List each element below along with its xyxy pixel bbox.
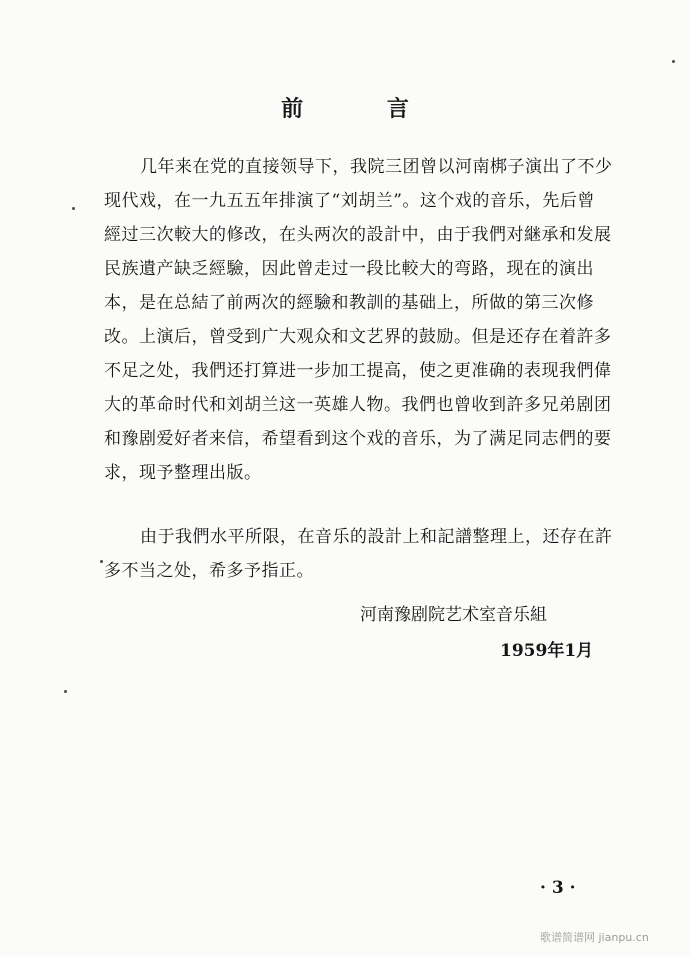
scan-speck — [72, 207, 75, 210]
text-line: 求，现予整理出版。 — [104, 463, 262, 483]
text-line: 經过三次較大的修改，在头两次的設計中，由于我們对継承和发展 — [104, 225, 612, 245]
date: 1959年1月 — [500, 641, 594, 661]
text-line: 多不当之处，希多予指正。 — [104, 561, 314, 581]
scan-speck — [64, 690, 67, 693]
page-title: 前 言 — [281, 96, 447, 122]
signature: 河南豫剧院艺术室音乐組 — [360, 605, 547, 625]
watermark: 歌谱简谱网 jianpu.cn — [540, 931, 649, 944]
text-line: 和豫剧爱好者来信，希望看到这个戏的音乐，为了满足同志們的要 — [104, 429, 612, 449]
text-line: 民族遺产缺乏經驗，因此曾走过一段比較大的弯路，现在的演出 — [104, 259, 594, 279]
text-line: 由于我們水平所限，在音乐的設計上和記譜整理上，还存在許 — [140, 527, 613, 547]
text-line: 大的革命时代和刘胡兰这一英雄人物。我們也曾收到許多兄弟剧团 — [104, 395, 612, 415]
scan-speck — [100, 560, 103, 563]
preface-paragraph-1 — [104, 150, 624, 490]
scan-speck — [672, 60, 675, 63]
page-number: · 3 · — [540, 878, 576, 898]
text-line: 本，是在总結了前两次的經驗和教訓的基础上，所做的第三次修 — [104, 293, 594, 313]
text-line: 几年来在党的直接领导下，我院三团曾以河南梆子演出了不少 — [140, 157, 613, 177]
text-line: 不足之处，我們还打算进一步加工提高，使之更准确的表现我們偉 — [104, 361, 612, 381]
text-line: 现代戏，在一九五五年排演了“刘胡兰”。这个戏的音乐，先后曾 — [104, 191, 595, 211]
text-line: 改。上演后，曾受到广大观众和文艺界的鼓励。但是还存在着許多 — [104, 327, 612, 347]
preface-paragraph-2 — [104, 520, 624, 588]
